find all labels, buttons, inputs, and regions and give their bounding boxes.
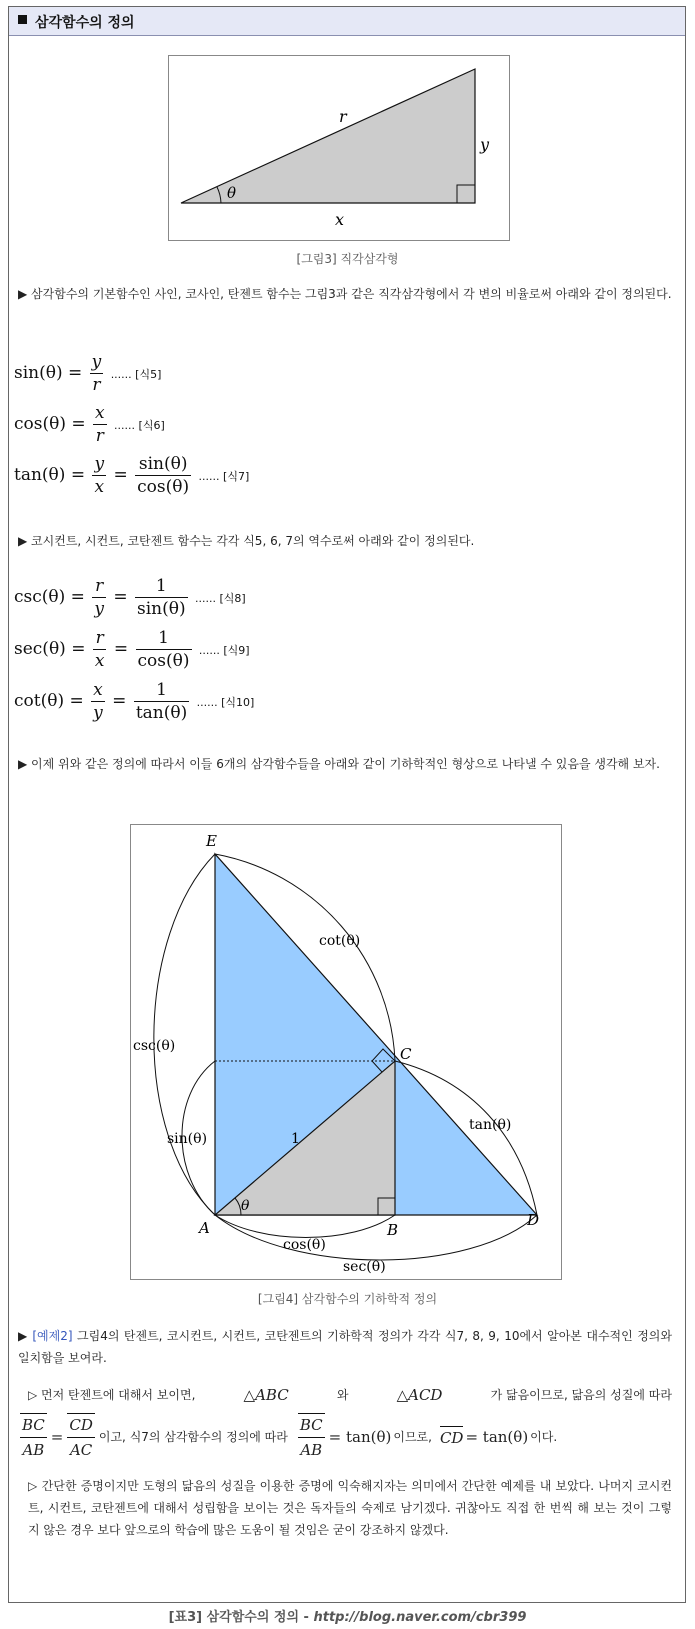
paragraph-geometric-intro: ▶ 이제 위와 같은 정의에 따라서 이들 6개의 삼각함수들을 아래와 같이 기하학적인 형상으로 나타낼 수 있음을 생각해 보자. [18, 757, 660, 771]
eq10-num1: x [91, 680, 105, 702]
eq10-num2: 1 [134, 680, 189, 702]
eq7-lhs: tan(θ) = [14, 465, 86, 485]
sol1-line1-b: 가 닮음이므로, 닮음의 성질에 따라 [490, 1388, 672, 1402]
sol1-f1-num: BC [20, 1413, 47, 1438]
eq9-fraction-2 [136, 628, 192, 671]
eq10-fraction-2 [134, 680, 189, 723]
eq7-fraction-2 [135, 454, 191, 497]
figure-3-right-triangle [168, 55, 510, 241]
sol1-f3-den: AB [300, 1441, 323, 1459]
equation-5 [14, 352, 161, 395]
sec-arc [215, 1215, 537, 1260]
eq7-num2: sin(θ) [135, 454, 191, 476]
point-D: D [527, 1211, 540, 1229]
eq6-tag: ...... [식6] [114, 419, 165, 432]
eq7-num1: y [94, 454, 105, 474]
sol1-f3-num: BC [298, 1413, 325, 1438]
eq10-lhs: cot(θ) = [14, 691, 84, 711]
eq6-fraction [93, 403, 107, 446]
eq8-eqsign: = [113, 587, 128, 607]
cos-arc [215, 1215, 395, 1238]
equation-8 [14, 576, 246, 619]
eq8-den2: sin(θ) [137, 599, 186, 619]
sol1-t2: 이므로, [393, 1430, 432, 1444]
eq7-tag: ...... [식7] [198, 470, 250, 483]
label-theta: θ [227, 184, 237, 202]
square-bullet-icon [18, 15, 27, 24]
eq8-tag: ...... [식8] [195, 592, 246, 605]
label-r: r [339, 107, 347, 126]
point-B: B [387, 1221, 399, 1239]
label-theta: θ [241, 1198, 250, 1214]
footer-caption [0, 1606, 695, 1625]
sol1-f2-num: CD [67, 1413, 95, 1438]
eq8-num2: 1 [135, 576, 188, 598]
sol1-frac-bc-ab [20, 1413, 47, 1461]
eq9-den2: cos(θ) [137, 651, 190, 671]
eq9-fraction-1 [93, 628, 107, 671]
eq10-tag: ...... [식10] [196, 696, 255, 709]
eq6-den: r [95, 426, 104, 446]
example-prefix: ▶ [18, 1329, 33, 1343]
sol1-wa: 와 [336, 1388, 349, 1402]
sol1-eq-tan: = tan(θ) [328, 1428, 392, 1446]
eq7-fraction-1 [92, 454, 106, 497]
eq5-num: y [91, 352, 102, 372]
sol1-t3: 이다. [530, 1430, 558, 1444]
eq6-lhs: cos(θ) = [14, 414, 86, 434]
label-csc: csc(θ) [133, 1038, 176, 1054]
label-tan: tan(θ) [469, 1117, 512, 1133]
label-sin: sin(θ) [167, 1131, 208, 1147]
figure-4-caption: [그림4] 삼각함수의 기하학적 정의 [257, 1292, 438, 1306]
sol1-equal: = [50, 1428, 64, 1446]
eq9-num1: r [93, 628, 107, 650]
eq10-fraction-1 [91, 680, 105, 723]
eq5-den: r [92, 375, 101, 395]
eq6-num: x [95, 403, 105, 423]
label-cos: cos(θ) [283, 1237, 326, 1253]
label-sec: sec(θ) [343, 1259, 386, 1275]
eq8-fraction-2 [135, 576, 188, 619]
sol1-frac-bc-ab-2 [298, 1413, 325, 1461]
section-title: 삼각함수의 정의 [35, 15, 135, 31]
triangle-shape [181, 69, 475, 203]
eq7-den1: x [94, 477, 105, 497]
sol1-f2-den: AC [69, 1441, 93, 1459]
eq8-fraction-1 [92, 576, 106, 619]
figure-4-geometric-definition [130, 824, 562, 1280]
equation-7 [14, 454, 249, 497]
sol1-line1-a: ▷ 먼저 탄젠트에 대해서 보이면, [28, 1388, 196, 1402]
footer-label: [표3] 삼각함수의 정의 - [168, 1610, 314, 1625]
eq8-den1: y [94, 599, 104, 619]
paragraph-reciprocals: ▶ 코시컨트, 시컨트, 코탄젠트 함수는 각각 식5, 6, 7의 역수로써 아래와 같이 정의된다. [18, 534, 475, 548]
equation-9 [14, 628, 250, 671]
sol1-mid-text: 이고, 식7의 삼각함수의 정의에 따라 [98, 1430, 288, 1444]
sol1-f1-den: AB [22, 1441, 45, 1459]
eq9-num2: 1 [136, 628, 192, 650]
sol1-triangle-abc: △ABC [243, 1386, 289, 1404]
label-cot: cot(θ) [319, 933, 361, 949]
eq5-tag: ...... [식5] [110, 368, 162, 381]
eq5-lhs: sin(θ) = [14, 363, 83, 383]
eq9-tag: ...... [식9] [198, 644, 250, 657]
label-x: x [335, 210, 345, 229]
example-text: 그림4의 탄젠트, 코시컨트, 시컨트, 코탄젠트의 기하학적 정의가 각각 식7, 8, 9, 10에서 알아본 대수적인 정의와 일치함을 보여라. [18, 1329, 672, 1365]
sol1-cd: CD [440, 1426, 464, 1449]
eq7-eqsign: = [113, 465, 128, 485]
unit-circle-diagram [131, 825, 561, 1279]
eq9-eqsign: = [113, 639, 129, 659]
paragraph-basic-functions: ▶ 삼각함수의 기본함수인 사인, 코사인, 탄젠트 함수는 그림3과 같은 직각삼각형에서 각 변의 비율로써 아래와 같이 정의된다. [18, 287, 672, 301]
footer-url[interactable]: http://blog.naver.com/cbr399 [313, 1610, 527, 1625]
eq5-fraction [90, 352, 104, 395]
eq10-eqsign: = [112, 691, 127, 711]
sol1-frac-cd-ac [67, 1413, 95, 1461]
equation-10 [14, 680, 254, 723]
example-link[interactable]: [예제2] [32, 1329, 73, 1343]
sol1-eq-tan-2: = tan(θ) [465, 1428, 529, 1446]
equation-6 [14, 403, 165, 446]
sol1-triangle-acd: △ACD [396, 1386, 443, 1404]
figure-3-caption: [그림3] 직각삼각형 [296, 252, 399, 266]
eq8-lhs: csc(θ) = [14, 587, 85, 607]
label-one: 1 [291, 1131, 300, 1147]
label-y: y [480, 135, 490, 154]
example-2 [18, 1325, 672, 1369]
eq8-num1: r [92, 576, 106, 598]
right-triangle-diagram [169, 56, 509, 240]
eq10-den1: y [93, 703, 103, 723]
eq7-den2: cos(θ) [137, 477, 190, 497]
eq10-den2: tan(θ) [135, 703, 188, 723]
eq9-lhs: sec(θ) = [14, 639, 86, 659]
point-E: E [206, 832, 217, 850]
point-C: C [400, 1045, 412, 1063]
section-header [9, 7, 685, 36]
solution-tangent [18, 1383, 672, 1461]
point-A: A [199, 1219, 210, 1237]
solution-remark: ▷ 간단한 증명이지만 도형의 닮음의 성질을 이용한 증명에 익숙해지자는 의미에서 간단한 예제를 내 보았다. 나머지 코시컨트, 시컨트, 코탄젠트에 대해서 성립함을 보이는 것은 독자들의 숙제로 남기겠다. 귀찮아도 직접 한 번씩 해 보는 것이 그렇지 않은 경우 보다 앞으로의 학습에 많은 도움이 될 것임은 굳이 강조하지 않겠다. [28, 1479, 672, 1537]
eq9-den1: x [94, 651, 105, 671]
